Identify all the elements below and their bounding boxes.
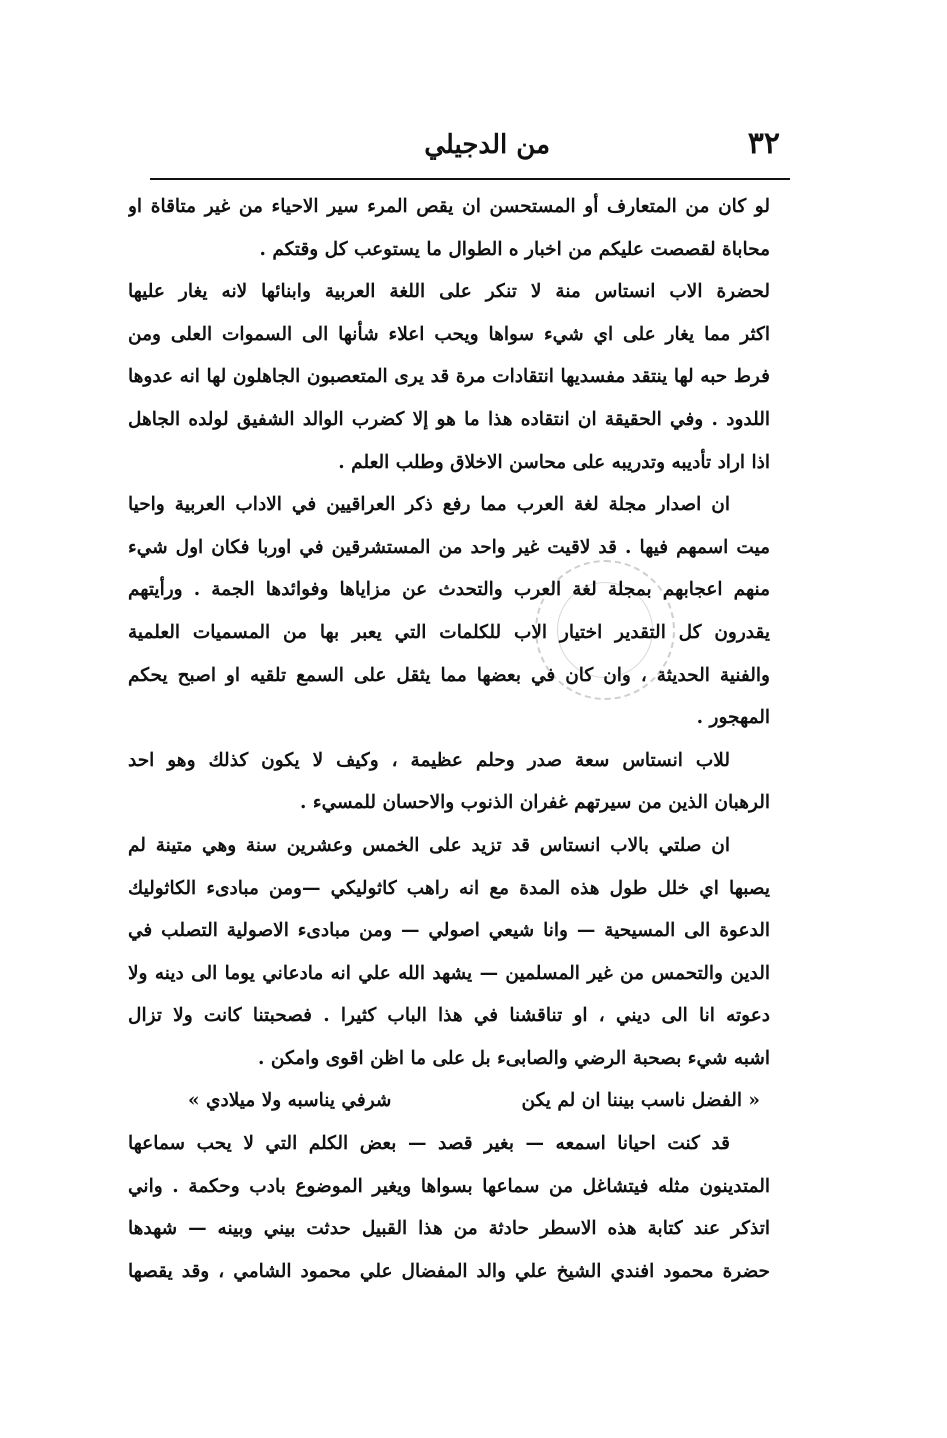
text-line: المهجور . xyxy=(696,707,770,729)
text-line: يقدرون كل التقدير اختيار الاب للكلمات التي يعبر بها من المسميات العلمية xyxy=(128,621,770,643)
text-line: الدين والتحمس من غير المسلمين — يشهد الله علي انه مادعاني يوما الى دينه ولا xyxy=(128,962,770,984)
header-rule xyxy=(150,178,790,180)
text-line: اتذكر عند كتابة هذه الاسطر حادثة من هذا القبيل حدثت بيني وبينه — شهدها xyxy=(128,1218,770,1240)
text-line: ان اصدار مجلة لغة العرب مما رفع ذكر العراقيين في الاداب العربية واحيا xyxy=(128,494,730,516)
text-line: حضرة محمود افندي الشيخ علي والد المفضال علي محمود الشامي ، وقد يقصها xyxy=(128,1260,770,1282)
verse-first-hemistich: « الفضل ناسب بيننا ان لم يكن xyxy=(521,1090,760,1112)
text-line: لو كان من المتعارف أو المستحسن ان يقص المرء سير الاحياء من غير متاقاة او xyxy=(128,196,770,217)
text-line: المتدينون مثله فيتشاغل من سماعها بسواها ويغير الموضوع بادب وحكمة . واني xyxy=(128,1175,770,1197)
text-line: والفنية الحديثة ، وان كان في بعضها مما يثقل على السمع تلقيه او اصبح يحكم xyxy=(128,664,770,686)
text-line: الدعوة الى المسيحية — وانا شيعي اصولي — ومن مبادىء الاصولية التصلب في xyxy=(128,920,770,942)
text-line: الرهبان الذين من سيرتهم غفران الذنوب والاحسان للمسيء . xyxy=(300,792,770,814)
text-line: دعوته انا الى ديني ، او تناقشنا في هذا الباب كثيرا . فصحبتنا كانت ولا تزال xyxy=(128,1005,770,1027)
verse-second-hemistich: شرفي يناسبه ولا ميلادي » xyxy=(188,1090,392,1112)
text-line: لحضرة الاب انستاس منة لا تنكر على اللغة العربية وابنائها لانه يغار عليها xyxy=(128,281,770,303)
page-number: ٣٢ xyxy=(747,126,780,161)
body-text xyxy=(128,186,770,1293)
text-line: محاباة لقصصت عليكم من اخبار ه الطوال ما يستوعب كل وقتكم . xyxy=(259,238,770,260)
verse-line xyxy=(128,1080,770,1123)
text-line: قد كنت احيانا اسمعه — بغير قصد — بعض الكلم التي لا يحب سماعها xyxy=(128,1133,730,1155)
text-line: منهم اعجابهم بمجلة لغة العرب والتحدث عن مزاياها وفوائدها الجمة . ورأيتهم xyxy=(128,579,770,601)
text-line: اذا اراد تأديبه وتدريبه على محاسن الاخلاق وطلب العلم . xyxy=(338,451,770,473)
running-title: من الدجيلي xyxy=(424,130,550,160)
text-line: اللدود . وفي الحقيقة ان انتقاده هذا ما هو إلا كضرب الوالد الشفيق لولده الجاهل xyxy=(128,408,770,430)
text-line: ميت اسمهم فيها . قد لاقيت غير واحد من المستشرقين في اوربا فكان اول شيء xyxy=(128,536,770,558)
text-line: اشبه شيء بصحبة الرضي والصابىء بل على ما اظن اقوى وامكن . xyxy=(258,1047,770,1069)
text-line: فرط حبه لها ينتقد مفسديها انتقادات مرة قد يرى المتعصبون الجاهلون لها انه عدوها xyxy=(128,366,770,388)
text-line: يصبها اي خلل طول هذه المدة مع انه راهب كاثوليكي —ومن مبادىء الكاثوليك xyxy=(128,877,770,899)
page-header xyxy=(150,118,790,178)
text-line: اكثر مما يغار على اي شيء سواها ويحب اعلاء شأنها الى السموات العلى ومن xyxy=(128,323,770,345)
text-line: ان صلتي بالاب انستاس قد تزيد على الخمس وعشرين سنة وهي متينة لم xyxy=(128,834,730,856)
text-line: للاب انستاس سعة صدر وحلم عظيمة ، وكيف لا يكون كذلك وهو احد xyxy=(128,749,730,771)
